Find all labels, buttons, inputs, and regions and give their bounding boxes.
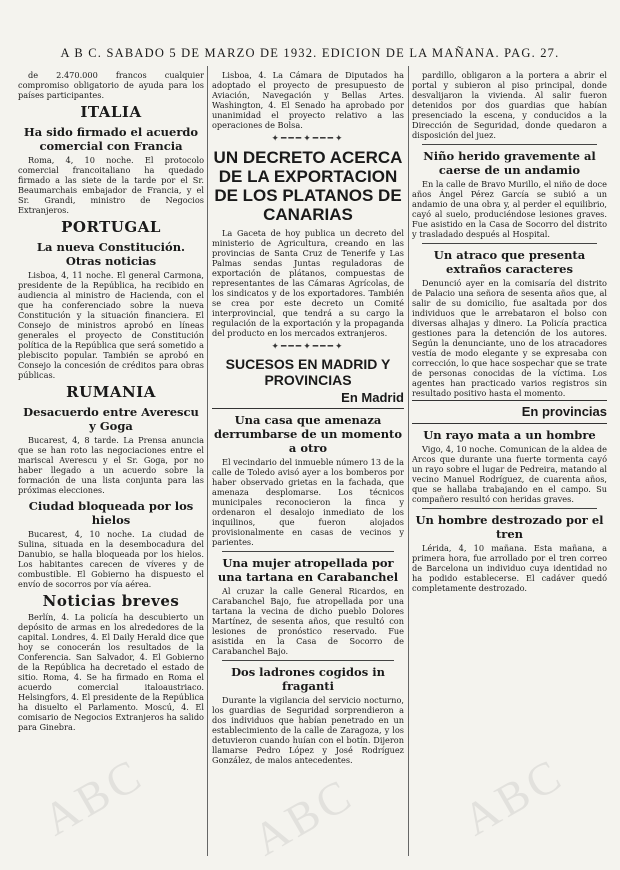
headline-dos-ladrones: Dos ladrones cogidos in fraganti — [231, 665, 385, 693]
article-atraco: Denunció ayer en la comisaría del distrito de Palacio una señora de sesenta años que, al salir de su domicilio, fue asaltada por dos individuos que le arrebataron el bolso con diversas alhajas y dinero. La Policía practica gestiones para la detención de los autores. Según la denunciante, uno de los atracadores vestía de modo elegante y se expresaba con corrección, lo que hace sospechar que se trate de personas conocidas de la víctima. Los agentes han practicado varios registros sin resultado positivo hasta el momento. — [412, 278, 607, 398]
watermark-logo: ABC — [454, 747, 573, 846]
section-title-portugal: PORTUGAL — [61, 218, 161, 236]
divider — [422, 243, 597, 244]
column-3 — [412, 70, 607, 595]
column-rule — [207, 66, 208, 856]
subsection-en-madrid: En Madrid — [212, 390, 404, 409]
article-platanos: La Gaceta de hoy publica un decreto del ministerio de Agricultura, creando en las provincias de Santa Cruz de Tenerife y Las Palmas sendas Juntas reguladoras de exportación de plátanos, compuestas de representantes de las Cámaras Agrícolas, de los sindicatos y de los exportadores. También se crea por este decreto un Comité interprovincial, que tendrá a su cargo la regulación de la exportación y la propaganda del producto en los mercados extranjeros. — [212, 228, 404, 338]
section-title-italia: ITALIA — [80, 103, 142, 121]
headline-italia: Ha sido firmado el acuerdo comercial con Francia — [23, 125, 199, 153]
article-nino-herido: En la calle de Bravo Murillo, el niño de doce años Ángel Pérez García se subió a un andamio de una obra y, al perder el equilibrio, cayó al suelo, produciéndose lesiones graves. Fue asistido en la Casa de Socorro del distrito y trasladado después al Hospital. — [412, 179, 607, 239]
section-title-rumania: RUMANIA — [66, 383, 156, 401]
article-dos-ladrones: Durante la vigilancia del servicio nocturno, los guardias de Seguridad sorprendieron a dos individuos que habían penetrado en un establecimiento de la calle de Zaragoza, y los detuvieron cuando huían con el botín. Dijeron llamarse Pedro López y José Rodríguez González, de malos antecedentes. — [212, 695, 404, 765]
headline-ciudad-bloqueada: Ciudad bloqueada por los hielos — [28, 499, 194, 527]
headline-casa-derrumbe: Una casa que amenaza derrumbarse de un momento a otro — [213, 413, 403, 455]
article-rayo: Vigo, 4, 10 noche. Comunican de la aldea de Arcos que durante una fuerte tormenta cayó un rayo sobre el lugar de Pedreira, matando al vecino Manuel Rodríguez, de cuarenta años, que se hallaba trabajando en el campo. Su compañero resultó con heridas graves. — [412, 444, 607, 504]
headline-platanos: UN DECRETO ACERCA DE LA EXPORTACION DE LOS PLATANOS DE CANARIAS — [213, 148, 403, 224]
divider — [222, 660, 394, 661]
col2-intro: Lisboa, 4. La Cámara de Diputados ha adoptado el proyecto de presupuesto de Aviación, Navegación y Bellas Artes. Washington, 4. El Senado ha aprobado por unanimidad el proyecto relativo a las operaciones de Bolsa. — [212, 70, 404, 130]
headline-portugal: La nueva Constitución. Otras noticias — [36, 240, 186, 268]
headline-hombre-tren: Un hombre destrozado por el tren — [415, 513, 604, 541]
headline-mujer-atropellada: Una mujer atropellada por una tartana en Carabanchel — [217, 556, 399, 584]
article-italia: Roma, 4, 10 noche. El protocolo comercial francoitaliano ha quedado firmado a las siete de la tarde por el Sr. Beaumarchais embajador de Francia, y el Sr. Grandi, ministro de Negocios Extranjeros. — [18, 155, 204, 215]
column-1 — [18, 70, 204, 734]
article-hombre-tren: Lérida, 4, 10 mañana. Esta mañana, a primera hora, fue arrollado por el tren correo de Barcelona un individuo cuya identidad no ha podido establecerse. El cadáver quedó completamente destrozado. — [412, 543, 607, 593]
article-portugal: Lisboa, 4, 11 noche. El general Carmona, presidente de la República, ha recibido en audiencia al ministro de Hacienda, con el que ha conferenciado sobre la nueva Constitución y la situación financiera. El Consejo de ministros aprobó en líneas generales el proyecto de Constitución política de la República que será sometido a plebiscito popular. También se aprobó en Consejo la concesión de créditos para obras públicas. — [18, 270, 204, 380]
headline-atraco: Un atraco que presenta extraños caracteres — [433, 248, 586, 276]
article-noticias-breves: Berlín, 4. La policía ha descubierto un depósito de armas en los alrededores de la capital. Londres, 4. El Daily Herald dice que hoy se conocerán los resultados de la Conferencia. San Salvador, 4. El Gobierno de la República ha decretado el estado de sitio. Roma, 4. Se ha firmado en Roma el acuerdo comercial italoaustriaco. Helsingfors, 4. El presidente de la República ha disuelto el Parlamento. Moscú, 4. El comisario de Negocios Extranjeros ha salido para Ginebra. — [18, 612, 204, 732]
ornament-divider: ✦━━━✦━━━✦ — [271, 134, 345, 144]
article-casa-derrumbe: El vecindario del inmueble número 13 de la calle de Toledo avisó ayer a los bomberos por haber observado grietas en la fachada, que amenaza desplomarse. Los técnicos municipales reconocieron la finca y ordenaron el desalojo inmediato de los inquilinos, que fueron alojados provisionalmente en casas de vecinos y parientes. — [212, 457, 404, 547]
section-title-sucesos: SUCESOS EN MADRID Y PROVINCIAS — [225, 356, 391, 388]
divider — [422, 508, 597, 509]
section-title-noticias-breves: Noticias breves — [42, 592, 180, 610]
page-header: A B C. SABADO 5 DE MARZO DE 1932. EDICION DE LA MAÑANA. PAG. 27. — [60, 46, 560, 60]
col1-intro: de 2.470.000 francos cualquier compromiso obligatorio de ayuda para los países participantes. — [18, 70, 204, 100]
divider — [422, 144, 597, 145]
watermark-logo: ABC — [244, 767, 363, 866]
column-rule — [408, 66, 409, 856]
article-ciudad-bloqueada: Bucarest, 4, 10 noche. La ciudad de Sulina, situada en la desembocadura del Danubio, se halla bloqueada por los hielos. Los habitantes carecen de víveres y de combustible. El Gobierno ha dispuesto el envío de socorros por vía aérea. — [18, 529, 204, 589]
headline-rayo: Un rayo mata a un hombre — [423, 428, 596, 442]
headline-nino-herido: Niño herido gravemente al caerse de un andamio — [423, 149, 596, 177]
divider — [222, 551, 394, 552]
article-rumania: Bucarest, 4, 8 tarde. La Prensa anuncia que se han roto las negociaciones entre el mariscal Averescu y el Sr. Goga, por no haber llegado a un acuerdo sobre la formación de una lista conjunta para las próximas elecciones. — [18, 435, 204, 495]
headline-rumania: Desacuerdo entre Averescu y Goga — [23, 405, 199, 433]
col3-intro: pardillo, obligaron a la portera a abrir el portal y subieron al piso principal, donde desvalijaron la vivienda. Al salir fueron detenidos por dos guardias que habían presenciado la escena, y conducidos a la Dirección de Seguridad, donde quedaron a disposición del juez. — [412, 70, 607, 140]
ornament-divider: ✦━━━✦━━━✦ — [271, 342, 345, 352]
column-2 — [212, 70, 404, 767]
watermark-logo: ABC — [34, 747, 153, 846]
article-mujer-atropellada: Al cruzar la calle General Ricardos, en Carabanchel Bajo, fue atropellada por una tartana la vecina de dicho pueblo Dolores Martínez, de sesenta años, que resultó con lesiones de pronóstico reservado. Fue asistida en la Casa de Socorro de Carabanchel Bajo. — [212, 586, 404, 656]
subsection-en-provincias: En provincias — [412, 400, 607, 424]
